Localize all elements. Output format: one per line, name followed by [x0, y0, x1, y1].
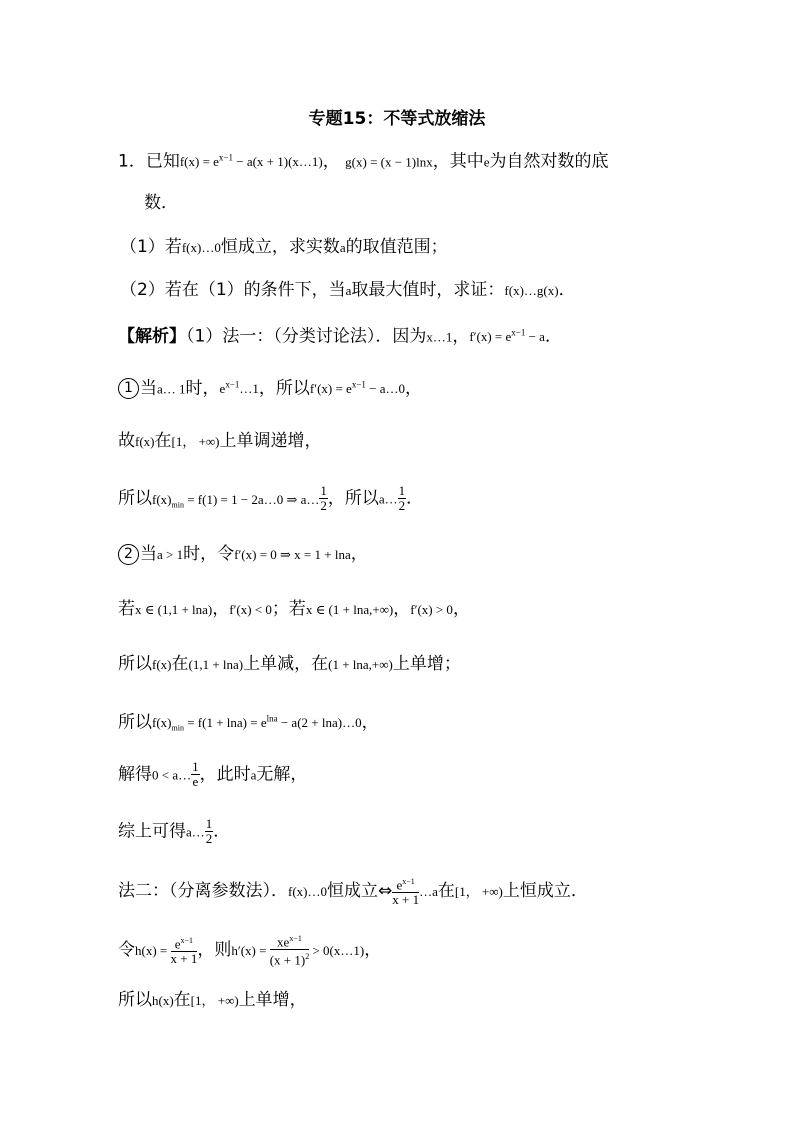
circled-number-1: 1 [118, 378, 139, 399]
interval-line: 所以f(x)在(1,1 + lna)上单减，在(1 + lna,+∞)上单增； [118, 654, 461, 674]
conclusion-line: 综上可得a… $\frac{1}{2}$ ． [118, 816, 231, 846]
question-part-1: （1）若f(x)…0恒成立，求实数a的取值范围； [120, 237, 448, 257]
problem-number-text: 1．已知 [118, 151, 180, 172]
formula-f: $f(x) = e^{x-1} - a(x$ + 1)(x…1) [179, 153, 323, 170]
minimum-line-2: 所以$f(x)_{min} = f(1 + \ln a) = e^{lna} - a(2$ + lna)…0， [118, 712, 379, 733]
case-1-line: 1 当a… 1时，$e^{x-1}\dots 1$，所以$f'(x) = e^{x-1}$ − a…0， [118, 373, 422, 401]
symbol-e: e [483, 154, 490, 170]
sign-analysis-line: 若x ∈ (1,1 + lna)，f′(x) < 0；若x ∈ (1 + lna,+∞)，f′(x) > 0， [118, 599, 470, 619]
formula-g: g(x) = (x − 1)lnx [345, 154, 433, 170]
page-title: 专题15：不等式放缩法 [308, 109, 486, 129]
solve-line: 解得0 < a… $\frac{1}{e}$ ，此时a无解， [118, 759, 308, 789]
define-h-line: 令h(x) = $\frac{e^{x-1}}{x + 1}$ ，则h′(x) = $xe^{x-1}$ $(x + 1)^2$ > 0(x…1)， [118, 934, 382, 968]
h-increasing-line: 所以h(x)在[1， +∞)上单增， [118, 990, 307, 1010]
solution-heading: 【解析】（1）法一：（分类讨论法）．因为x…1，$f'(x) = e^{x-1} - a$． [118, 326, 562, 347]
method-2-line: 法二：（分离参数法）．f(x)…0恒成立⇔ $\frac{e^{x-1}}{x + 1}$ …a在[1， +∞)上恒成立． [118, 877, 588, 908]
circled-number-2: 2 [118, 544, 139, 565]
problem-statement-line-2: 数． [144, 193, 178, 213]
problem-statement-line-1: 1．已知$f(x) = e^{x-1} - a(x$ + 1)(x…1)， g(x) = (x − 1)lnx，其中e为自然对数的底 [118, 151, 609, 172]
case-2-line: 2 当a > 1时，令f′(x) = 0 ⇒ x = 1 + lna， [118, 542, 368, 567]
question-part-2: （2）若在（1）的条件下，当a取最大值时，求证：f(x)…g(x)． [120, 280, 576, 300]
minimum-line-1: 所以$f(x)_{min} = f(1) = 1$ − 2a…0 ⇒ a… $\frac{1}{2}$ ，所以a… $\frac{1}{2}$ ． [118, 483, 424, 513]
monotonic-line: 故f(x)在[1， +∞)上单调递增， [118, 431, 322, 451]
